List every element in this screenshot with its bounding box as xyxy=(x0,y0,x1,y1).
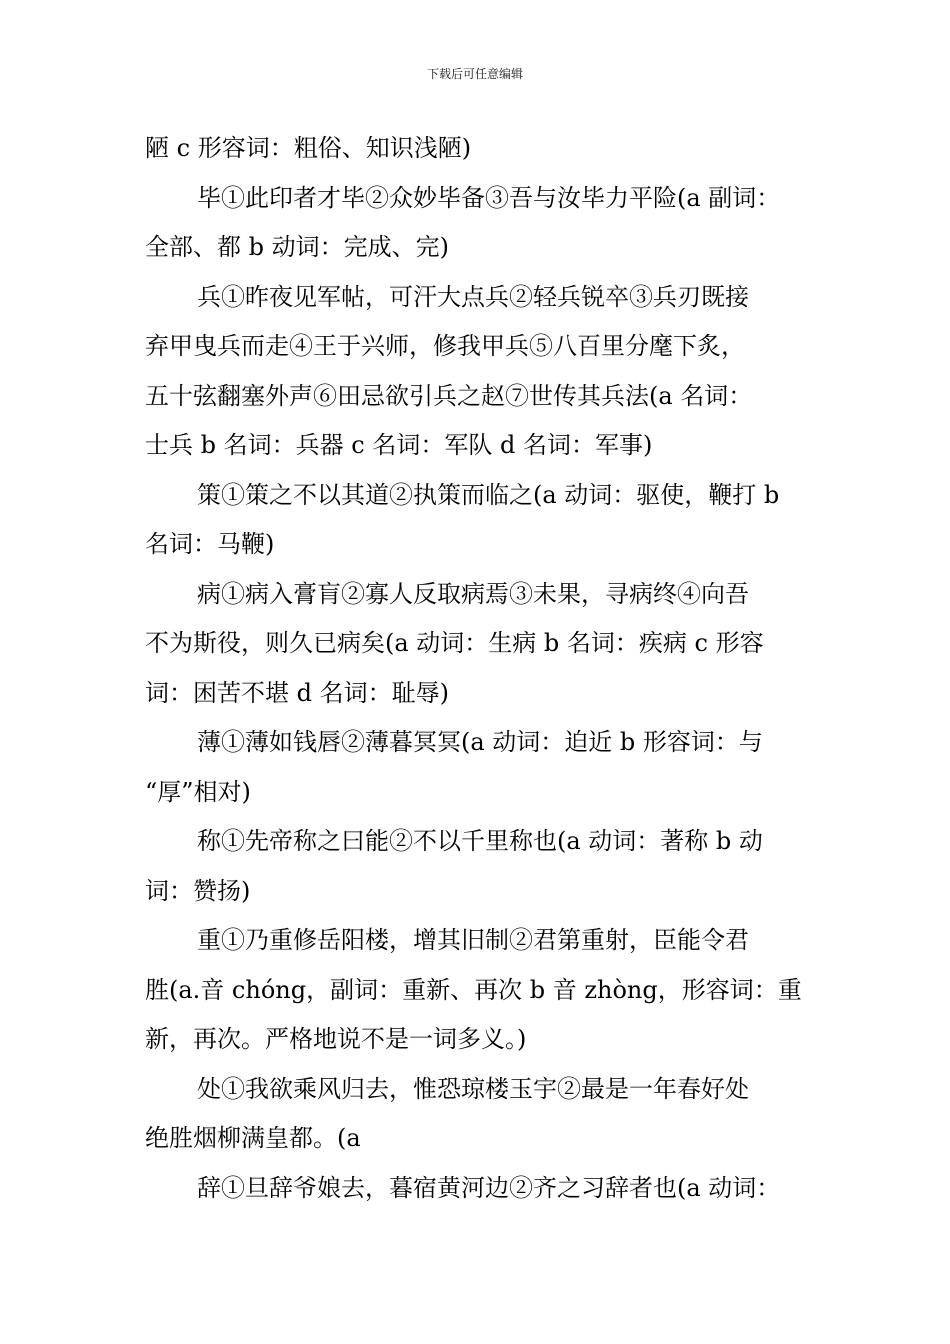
text-line: 陋 c 形容词：粗俗、知识浅陋) xyxy=(145,134,472,162)
text-line: “厚”相对) xyxy=(145,777,251,806)
text-line: 词：赞扬) xyxy=(145,876,251,905)
text-line: 词：困苦不堪 d 名词：耻辱) xyxy=(145,678,449,707)
text-line: 新，再次。严格地说不是一词多义。) xyxy=(145,1025,527,1053)
paragraph-bi xyxy=(145,174,825,273)
text-line: 毕①此印者才毕②众妙毕备③吾与汝毕力平险(a 副词： xyxy=(197,183,781,212)
text-line: 弃甲曳兵而走④王于兴师，修我甲兵⑤八百里分麾下炙， xyxy=(145,332,745,360)
text-line: 兵①昨夜见军帖，可汗大点兵②轻兵锐卒③兵刃既接 xyxy=(197,282,749,311)
text-line: 薄①薄如钱唇②薄暮冥冥(a 动词：迫近 b 形容词：与 xyxy=(197,728,763,756)
paragraph-chong xyxy=(145,916,825,1065)
paragraph-bo xyxy=(145,718,825,817)
document-body xyxy=(145,124,825,1213)
text-line: 名词：马鞭) xyxy=(145,530,275,558)
paragraph-continuation xyxy=(145,124,825,174)
paragraph-bing xyxy=(145,273,825,471)
paragraph-ci xyxy=(145,1164,825,1214)
text-line: 重①乃重修岳阳楼，增其旧制②君第重射，臣能令君 xyxy=(197,926,749,954)
text-line: 辞①旦辞爷娘去，暮宿黄河边②齐之习辞者也(a 动词： xyxy=(197,1173,781,1202)
text-line: 全部、都 b 动词：完成、完) xyxy=(145,233,449,261)
paragraph-ce xyxy=(145,471,825,570)
text-line: 处①我欲乘风归去，惟恐琼楼玉宇②最是一年春好处 xyxy=(197,1074,749,1103)
text-line: 五十弦翻塞外声⑥田忌欲引兵之赵⑦世传其兵法(a 名词： xyxy=(145,381,753,410)
text-line: 病①病入膏肓②寡人反取病焉③未果，寻病终④向吾 xyxy=(197,579,749,608)
paragraph-chu xyxy=(145,1065,825,1164)
text-line: 胜(a.音 chóng，副词：重新、再次 b 音 zhòng，形容词：重 xyxy=(145,975,802,1004)
paragraph-cheng xyxy=(145,817,825,916)
paragraph-bing-illness xyxy=(145,570,825,719)
text-line: 士兵 b 名词：兵器 c 名词：军队 d 名词：军事) xyxy=(145,431,653,459)
text-line: 策①策之不以其道②执策而临之(a 动词：驱使，鞭打 b xyxy=(197,480,780,509)
page-header: 下载后可任意编辑 xyxy=(426,67,523,81)
text-line: 不为斯役，则久已病矣(a 动词：生病 b 名词：疾病 c 形容 xyxy=(145,629,764,657)
text-line: 绝胜烟柳满皇都。(a xyxy=(145,1124,361,1152)
text-line: 称①先帝称之曰能②不以千里称也(a 动词：著称 b 动 xyxy=(197,827,763,855)
